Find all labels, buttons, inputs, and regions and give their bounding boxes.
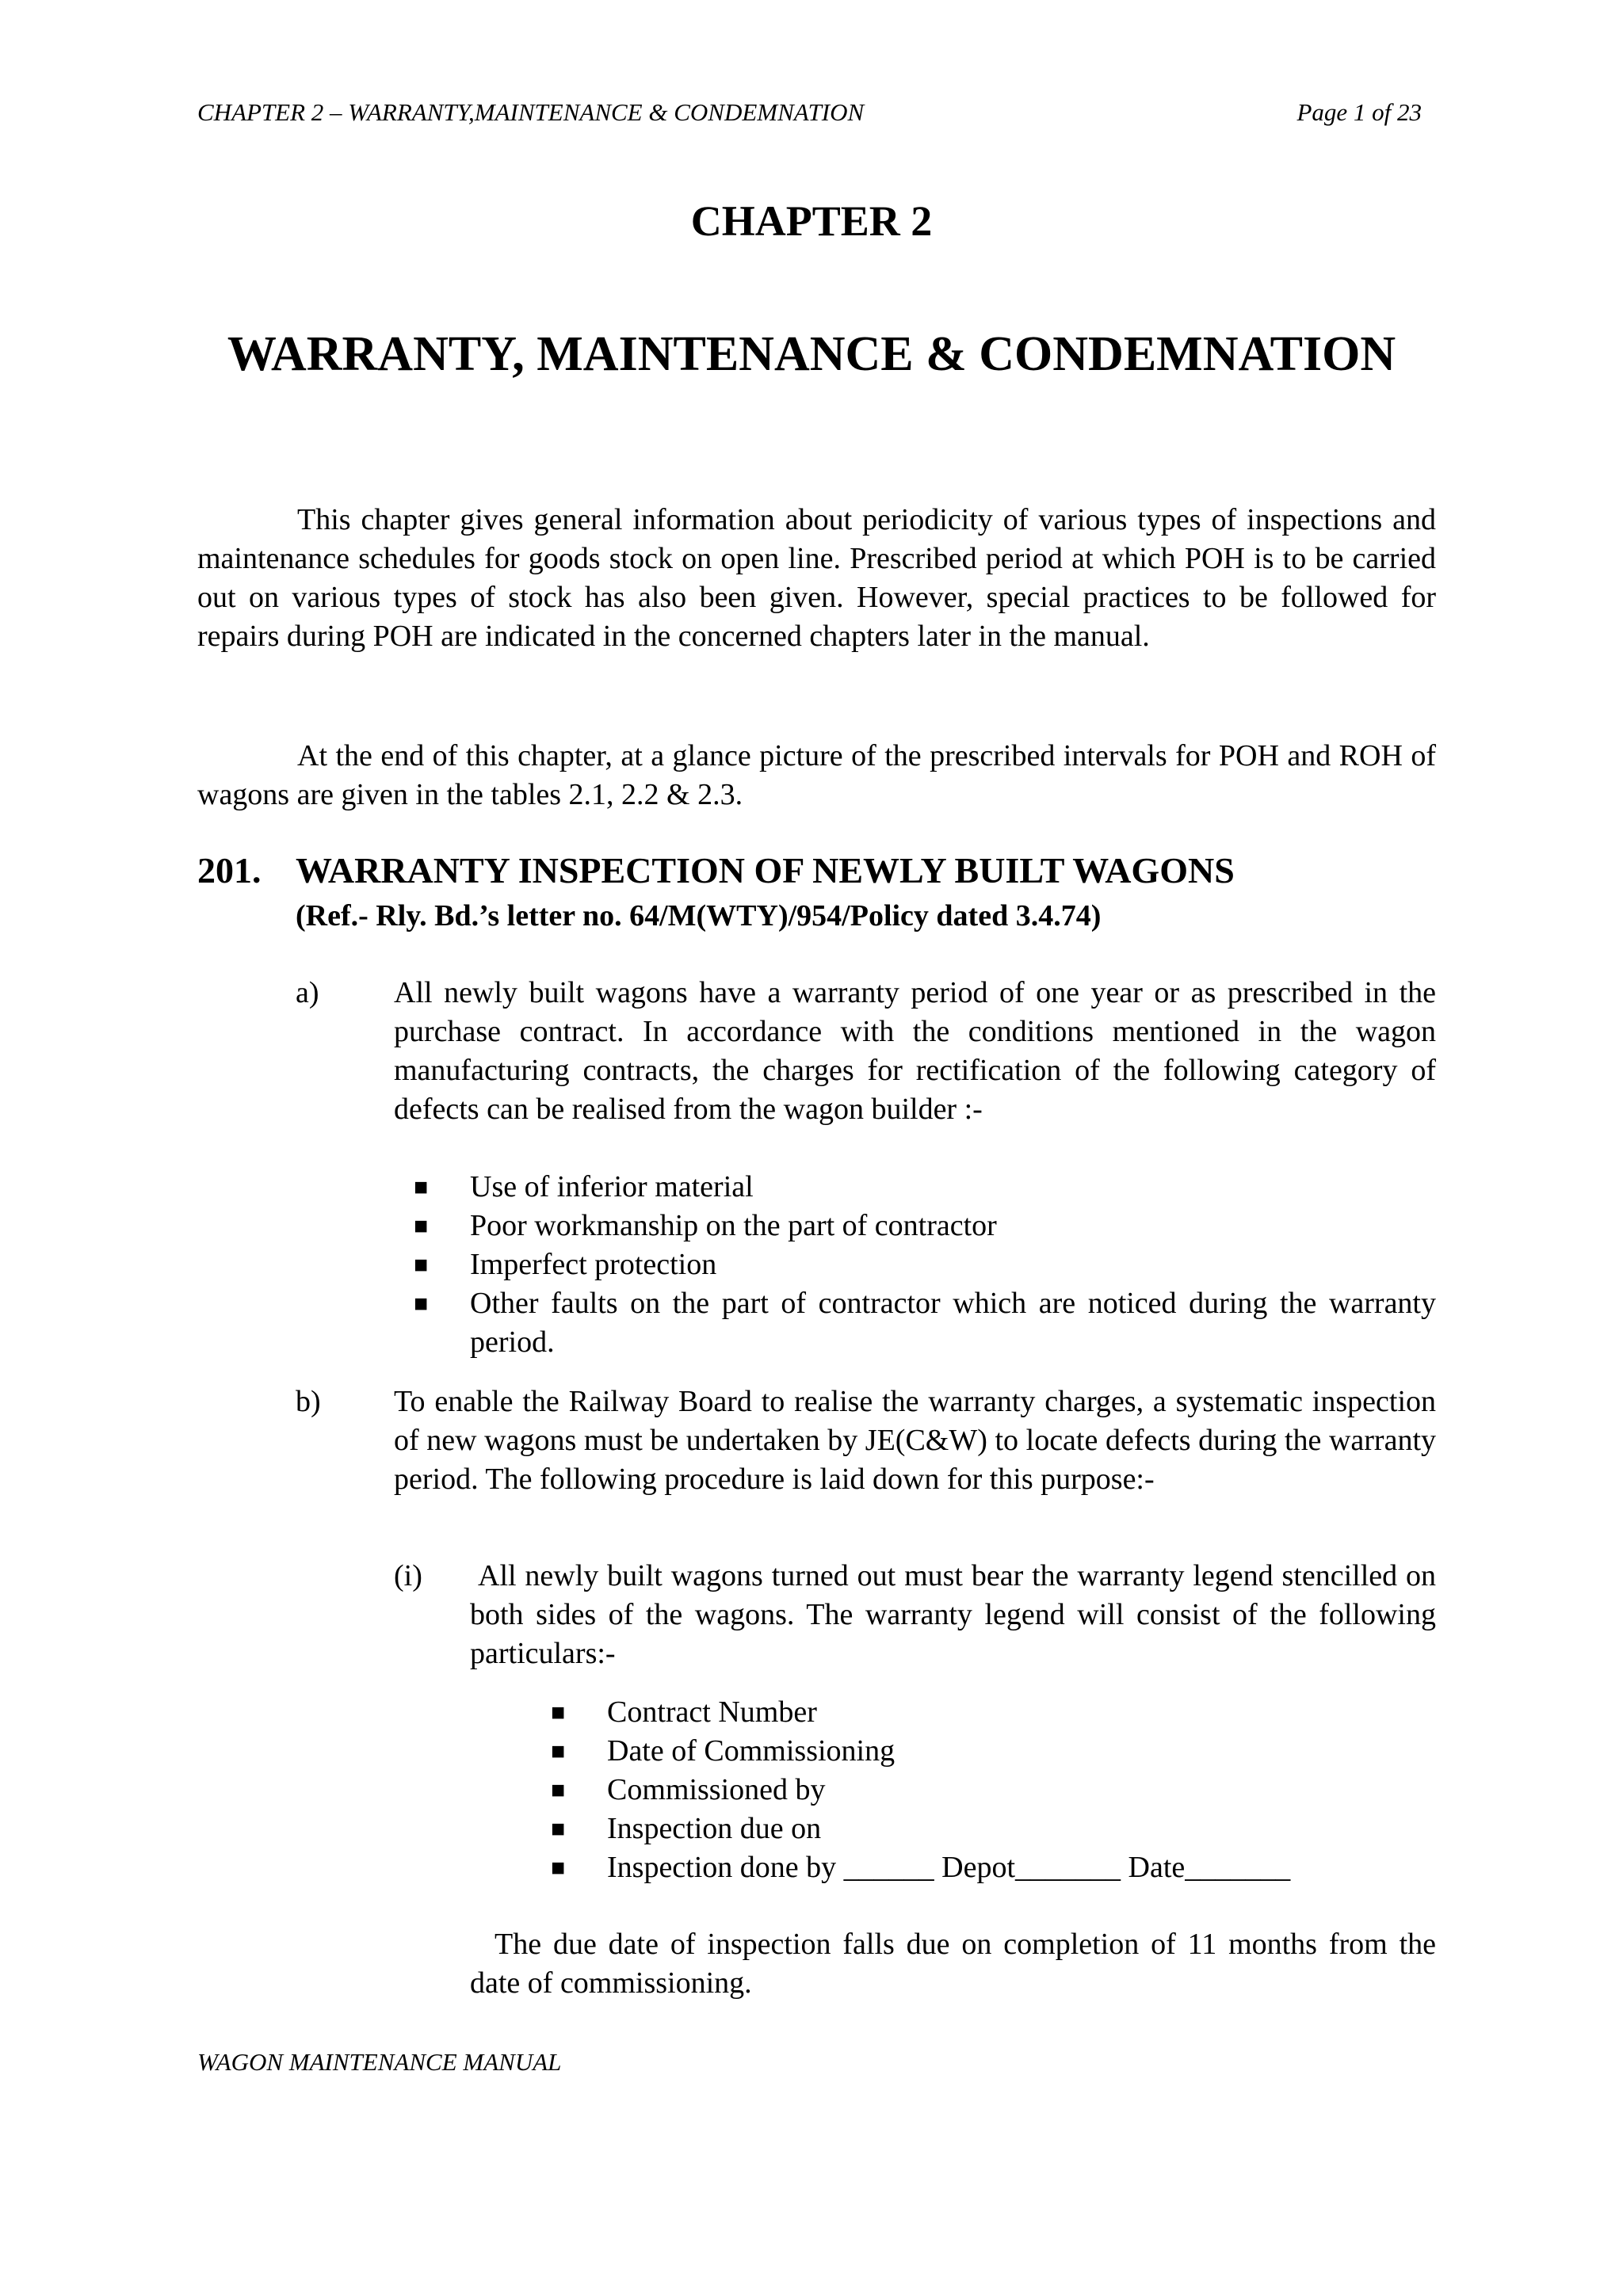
item-a-label: a) [296, 976, 319, 1009]
bullet-square-icon: ■ [551, 1855, 566, 1881]
section-title: WARRANTY INSPECTION OF NEWLY BUILT WAGONS [296, 850, 1235, 891]
intro-paragraph-1: This chapter gives general information about periodicity of various types of inspections and maintenance schedules for goods stock on open line. Prescribed period at which POH is to be carried out on various types of stock has also been given. However, special practices to be followed for repairs during POH are indicated in the concerned chapters later in the manual. [197, 503, 1436, 653]
list-item [414, 1168, 1436, 1207]
running-header [197, 98, 1422, 127]
section-heading [197, 849, 1235, 891]
list-item-text: Contract Number [607, 1695, 817, 1729]
list-item-text: Use of inferior material [470, 1170, 754, 1203]
list-item [551, 1771, 1436, 1810]
list-item [414, 1245, 1436, 1284]
list-item [551, 1810, 1436, 1848]
item-b-label: b) [296, 1385, 321, 1418]
item-a-text: All newly built wagons have a warranty period of one year or as prescribed in the purchase contract. In accordance with the conditions mentioned in the wagon manufacturing contracts, the charges for rectification of the following category of defects can be realised from the wagon builder :- [394, 976, 1436, 1126]
list-item-text: Commissioned by [607, 1773, 826, 1806]
warranty-legend-list [551, 1693, 1436, 1887]
header-page-number: Page 1 of 23 [1296, 98, 1422, 126]
list-item [551, 1732, 1436, 1771]
defect-list [414, 1168, 1436, 1362]
bullet-square-icon: ■ [414, 1252, 429, 1278]
bullet-square-icon: ■ [414, 1291, 429, 1317]
running-footer: WAGON MAINTENANCE MANUAL [197, 2048, 562, 2076]
list-item [551, 1693, 1436, 1732]
bullet-square-icon: ■ [551, 1777, 566, 1803]
list-item-text: Inspection done by ______ Depot_______ Date_______ [607, 1851, 1291, 1884]
list-item [414, 1284, 1436, 1362]
due-date-note: The due date of inspection falls due on completion of 11 months from the date of commissioning. [470, 1928, 1436, 2000]
bullet-square-icon: ■ [551, 1816, 566, 1842]
chapter-number: CHAPTER 2 [690, 197, 933, 245]
section-number: 201. [197, 850, 262, 891]
chapter-title: WARRANTY, MAINTENANCE & CONDEMNATION [227, 327, 1396, 381]
header-chapter-title: CHAPTER 2 – WARRANTY,MAINTENANCE & CONDEMNATION [197, 98, 865, 126]
intro-paragraph-2: At the end of this chapter, at a glance picture of the prescribed intervals for POH and ROH of wagons are given in the tables 2.1, 2.2 & 2.3. [197, 739, 1436, 811]
list-item-text: Other faults on the part of contractor which are noticed during the warranty period. [470, 1287, 1436, 1359]
bullet-square-icon: ■ [551, 1699, 566, 1726]
bullet-square-icon: ■ [414, 1213, 429, 1239]
list-item-text: Date of Commissioning [607, 1734, 896, 1768]
list-item-text: Imperfect protection [470, 1248, 717, 1281]
list-item [414, 1207, 1436, 1245]
list-item [551, 1848, 1436, 1887]
sub-item-i-text: All newly built wagons turned out must bear the warranty legend stencilled on both sides of the wagons. The warranty legend will consist of the following particulars:- [470, 1559, 1436, 1670]
bullet-square-icon: ■ [551, 1738, 566, 1764]
section-reference: (Ref.- Rly. Bd.’s letter no. 64/M(WTY)/954/Policy dated 3.4.74) [296, 899, 1102, 933]
sub-item-i-label: (i) [394, 1559, 422, 1592]
sub-item-i [394, 1557, 1436, 1673]
list-item-text: Inspection due on [607, 1812, 822, 1845]
item-b-text: To enable the Railway Board to realise the warranty charges, a systematic inspection of new wagons must be undertaken by JE(C&W) to locate defects during the warranty period. The following procedure is laid down for this purpose:- [394, 1385, 1436, 1496]
bullet-square-icon: ■ [414, 1174, 429, 1200]
item-a [296, 974, 1436, 1129]
item-b [296, 1383, 1436, 1499]
list-item-text: Poor workmanship on the part of contractor [470, 1209, 997, 1242]
